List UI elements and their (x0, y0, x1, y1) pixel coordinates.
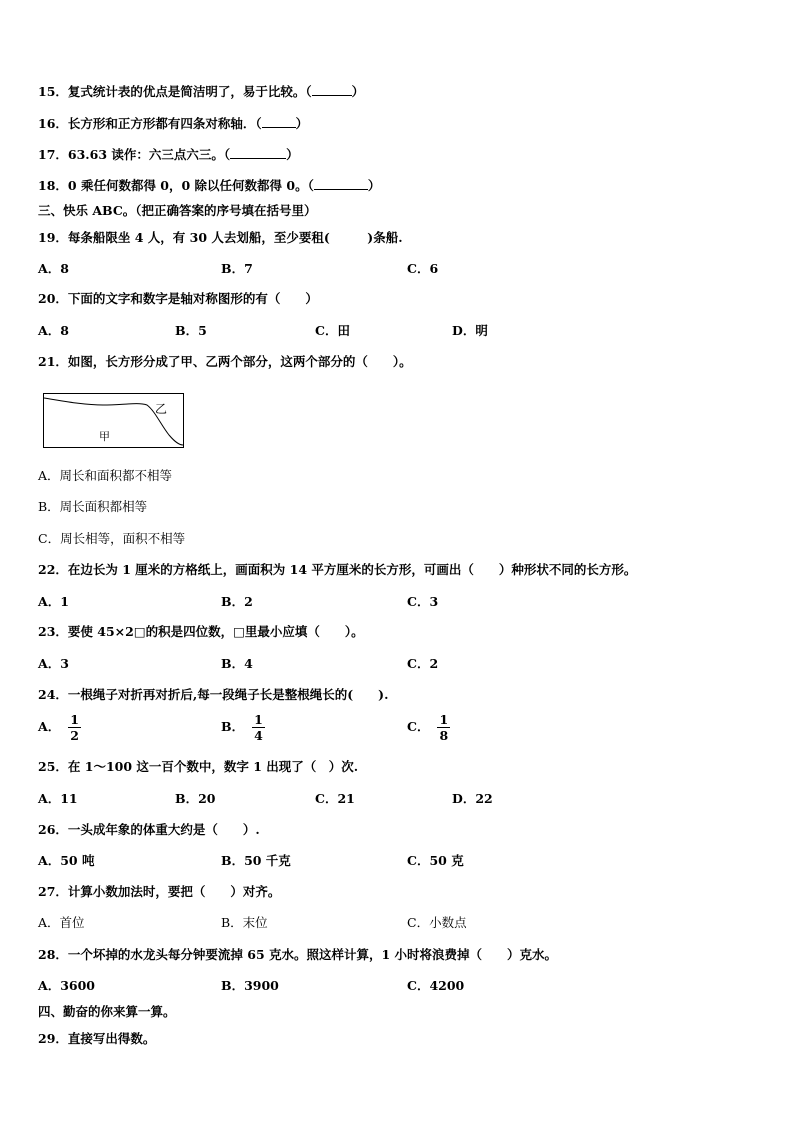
question-23: 23．要使 45×2□的积是四位数，□里最小应填（ ）。 (38, 624, 364, 639)
option-c[interactable]: C．50 克 (407, 853, 464, 868)
question-28: 28．一个坏掉的水龙头每分钟要流掉 65 克水。照这样计算，1 小时将浪费掉（ ）克水。 (38, 947, 558, 962)
option-a[interactable]: A．周长和面积都不相等 (38, 468, 173, 483)
question-22: 22．在边长为 1 厘米的方格纸上，画面积为 14 平方厘米的长方形，可画出（ ）种形状不同的长方形。 (38, 562, 637, 577)
option-b[interactable]: B．5 (175, 323, 207, 338)
label-yi: 乙 (155, 402, 168, 416)
label-jia: 甲 (99, 430, 110, 443)
option-b[interactable]: B．20 (175, 791, 216, 806)
option-b[interactable]: B．末位 (221, 915, 268, 930)
question-17: 17．63.63 读作：六三点六三。（ ） (38, 147, 299, 162)
option-a[interactable]: A．50 吨 (38, 853, 95, 868)
option-a[interactable]: A．11 (38, 791, 78, 806)
option-d[interactable]: D．22 (452, 791, 493, 806)
answer-blank[interactable] (262, 115, 296, 128)
question-15: 15．复式统计表的优点是简洁明了，易于比较。（ ） (38, 84, 365, 99)
rectangle-figure (43, 393, 185, 449)
option-a[interactable]: A．1 (38, 594, 69, 609)
question-29: 29．直接写出得数。 (38, 1031, 156, 1046)
option-c[interactable]: C．田 (315, 323, 350, 338)
option-c[interactable]: C．周长相等，面积不相等 (38, 531, 186, 546)
answer-blank[interactable] (230, 146, 286, 159)
answer-blank[interactable] (314, 177, 368, 190)
fraction: $\frac{1}{8}$ (439, 712, 449, 743)
option-c[interactable]: C．小数点 (407, 915, 467, 930)
section-4-heading: 四、勤奋的你来算一算。 (38, 1004, 176, 1019)
question-24: 24．一根绳子对折再对折后,每一段绳子长是整根绳长的( ). (38, 687, 389, 702)
answer-blank[interactable] (312, 83, 352, 96)
option-a[interactable]: A．首位 (38, 915, 85, 930)
question-26: 26．一头成年象的体重大约是（ ）. (38, 822, 260, 837)
option-a[interactable]: A．3 (38, 656, 69, 671)
option-d[interactable]: D．明 (452, 323, 488, 338)
option-a[interactable]: A．3600 (38, 978, 95, 993)
option-a[interactable]: A．8 (38, 261, 69, 276)
question-25: 25．在 1～100 这一百个数中，数字 1 出现了（ ）次. (38, 759, 359, 774)
fraction: $\frac{1}{4}$ (254, 712, 263, 743)
option-c[interactable]: C．2 (407, 656, 439, 671)
question-16: 16．长方形和正方形都有四条对称轴．（ ） (38, 116, 309, 131)
option-b[interactable]: B．4 (221, 656, 253, 671)
question-19: 19．每条船限坐 4 人，有 30 人去划船，至少要租( )条船. (38, 230, 403, 245)
question-20: 20．下面的文字和数字是轴对称图形的有（ ） (38, 291, 318, 306)
option-a[interactable]: A．8 (38, 323, 69, 338)
option-b[interactable]: B．周长面积都相等 (38, 499, 148, 514)
option-b[interactable]: B． $\frac{1}{4}$ (221, 712, 263, 743)
fraction: $\frac{1}{2}$ (70, 712, 79, 743)
option-c[interactable]: C．6 (407, 261, 439, 276)
option-c[interactable]: C．21 (315, 791, 355, 806)
option-b[interactable]: B．3900 (221, 978, 279, 993)
option-c[interactable]: C．3 (407, 594, 439, 609)
option-c[interactable]: C．4200 (407, 978, 465, 993)
option-b[interactable]: B．2 (221, 594, 253, 609)
question-18: 18．0 乘任何数都得 0，0 除以任何数都得 0。（ ） (38, 178, 381, 193)
option-c[interactable]: C． $\frac{1}{8}$ (407, 712, 449, 743)
option-b[interactable]: B．7 (221, 261, 253, 276)
question-21: 21．如图，长方形分成了甲、乙两个部分，这两个部分的（ ）。 (38, 354, 412, 369)
option-a[interactable]: A． $\frac{1}{2}$ (38, 712, 79, 743)
question-27: 27．计算小数加法时，要把（ ）对齐。 (38, 884, 281, 899)
option-b[interactable]: B．50 千克 (221, 853, 291, 868)
section-3-heading: 三、快乐 ABC。（把正确答案的序号填在括号里） (38, 203, 317, 218)
